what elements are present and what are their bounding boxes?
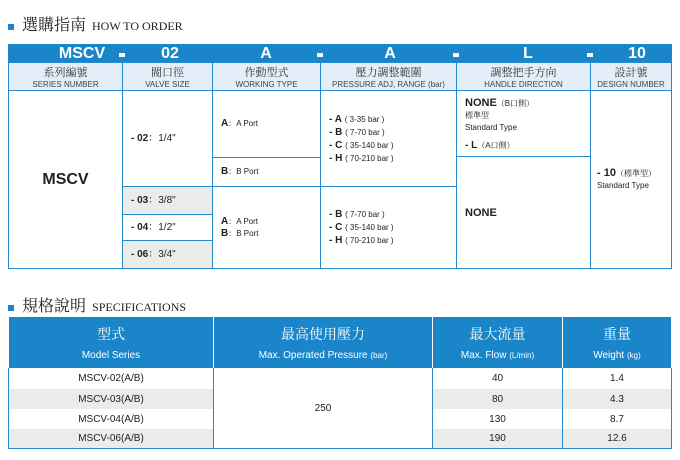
spec-header-flow: 最大流量 Max. Flow (L/min) [432, 316, 563, 369]
series-cell: MSCV [8, 90, 123, 269]
pressure-range-2 [320, 186, 457, 269]
spec-model-cell: MSCV-06(A/B) [8, 429, 214, 449]
order-code-bar [8, 44, 672, 63]
pressure-option: - B ( 7-70 bar ) [329, 209, 385, 220]
header-handle: 調整把手方向 HANDLE DIRECTION [456, 62, 591, 91]
size-02: - 02：1/4" [122, 90, 213, 187]
working-ab: A：A Port B：B Port [212, 186, 321, 269]
header-design: 設計號 DESIGN NUMBER [590, 62, 672, 91]
design-cell: - 10（標準型） Standard Type [590, 90, 672, 269]
spec-pressure-cell: 250 [213, 368, 433, 449]
handle-option-1: NONE（B口側） 標準型 Standard Type - L（A口側） [456, 90, 591, 157]
spec-model-cell: MSCV-03(A/B) [8, 389, 214, 410]
size-03: - 03：3/8" [122, 186, 213, 215]
title-en: HOW TO ORDER [92, 19, 183, 33]
spec-weight-cell: 4.3 [562, 389, 672, 410]
spec-header-model: 型式 Model Series [8, 316, 214, 369]
spec-model-cell: MSCV-04(A/B) [8, 409, 214, 430]
header-size: 閥口徑 VALVE SIZE [122, 62, 213, 91]
spec-header-weight: 重量 Weight (kg) [562, 316, 672, 369]
pressure-option: - B ( 7-70 bar ) [329, 126, 385, 138]
spec-flow-cell: 80 [432, 389, 563, 410]
handle-option-2: NONE [456, 156, 591, 269]
header-series: 系列編號 SERIES NUMBER [8, 62, 123, 91]
divider [8, 368, 9, 449]
spec-flow-cell: 190 [432, 429, 563, 449]
dash [587, 53, 593, 57]
code-working: A [260, 45, 272, 62]
pressure-option: - H ( 70-210 bar ) [329, 235, 394, 246]
size-06: - 06：3/4" [122, 240, 213, 269]
divider [562, 368, 563, 449]
specs-section-title: 規格說明 SPECIFICATIONS [8, 293, 186, 316]
spec-weight-cell: 12.6 [562, 429, 672, 449]
pressure-range-1 [320, 90, 457, 187]
dash [119, 53, 125, 57]
code-pressure: A [384, 45, 396, 62]
spec-header-pressure: 最高使用壓力 Max. Operated Pressure (bar) [213, 316, 433, 369]
spec-weight-cell: 1.4 [562, 368, 672, 390]
divider [671, 368, 672, 449]
code-handle: L [523, 45, 533, 62]
pressure-option: - H ( 70-210 bar ) [329, 152, 394, 164]
header-pressure: 壓力調整範圍 PRESSURE ADJ, RANGE (bar) [320, 62, 457, 91]
code-series: MSCV [58, 45, 106, 62]
bullet-square-icon [8, 24, 14, 30]
header-working: 作動型式 WORKING TYPE [212, 62, 321, 91]
spec-flow-cell: 130 [432, 409, 563, 430]
dash [317, 53, 323, 57]
dash [453, 53, 459, 57]
title-zh: 選購指南 [22, 17, 87, 34]
code-size: 02 [161, 45, 179, 62]
working-b: B：B Port [212, 157, 321, 187]
bullet-square-icon [8, 305, 14, 311]
spec-model-cell: MSCV-02(A/B) [8, 368, 214, 390]
pressure-option: - C ( 35-140 bar ) [329, 222, 394, 233]
size-04: - 04：1/2" [122, 214, 213, 241]
spec-weight-cell: 8.7 [562, 409, 672, 430]
spec-flow-cell: 40 [432, 368, 563, 390]
working-a: A：A Port [212, 90, 321, 158]
order-section-title [8, 12, 183, 35]
code-design: 10 [628, 45, 646, 62]
pressure-option: - A ( 3-35 bar ) [329, 113, 385, 125]
pressure-option: - C ( 35-140 bar ) [329, 139, 394, 151]
